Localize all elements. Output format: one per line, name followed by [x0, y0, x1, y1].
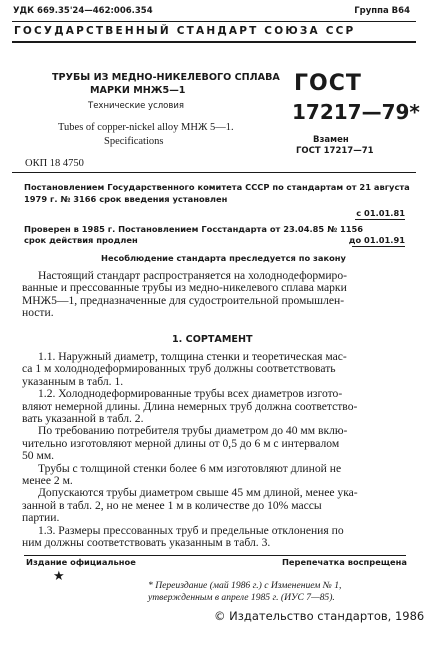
reprint-prohibited: Перепечатка воспрещена [281, 557, 407, 567]
body-line: менее 2 м. [22, 474, 73, 488]
intro-line: Настоящий стандарт распространяется на холоднодеформиро- [38, 269, 347, 282]
header-rule-bottom [12, 41, 416, 43]
document-subtitle: Технические условия [88, 101, 185, 111]
document-title-line1: ТРУБЫ ИЗ МЕДНО-НИКЕЛЕВОГО СПЛАВА [52, 72, 280, 83]
body-line: По требованию потребителя трубы диаметром до 40 мм вклю- [38, 424, 348, 438]
intro-line: МНЖ5—1, предназначенные для судостроительной промышлен- [22, 293, 345, 307]
decree-effective-date: с 01.01.81 [356, 208, 405, 218]
body-line: 50 мм. [22, 449, 55, 463]
body-line: Допускаются трубы диаметром свыше 45 мм длиной, менее ука- [38, 486, 358, 500]
publisher-copyright: © Издательство стандартов, 1986 [214, 609, 425, 623]
udk-code: УДК 669.35'24—462:006.354 [13, 6, 153, 16]
decree-extended-date: до 01.01.91 [348, 235, 405, 245]
english-title-line2: Specifications [104, 136, 164, 147]
replaces-value: ГОСТ 17217—71 [296, 146, 374, 156]
body-line: занной в табл. 2, но не менее 1 м в количестве до 10% массы [22, 498, 322, 512]
star-icon: ★ [53, 568, 65, 583]
gost-number: 17217—79* [292, 100, 420, 124]
reissue-note-line2: утвержденным в апреле 1985 г. (ИУС 7—85). [148, 592, 335, 603]
footer-rule [24, 555, 406, 556]
state-standard-banner: ГОСУДАРСТВЕННЫЙ СТАНДАРТ СОЮЗА ССР [14, 25, 356, 37]
reissue-note-line1: * Переиздание (май 1986 г.) с Изменением № 1, [148, 580, 342, 591]
body-line: ним должны соответствовать указанным в табл. 3. [22, 536, 271, 550]
decree-line2: 1979 г. № 3166 срок введения установлен [24, 194, 228, 204]
body-line: са 1 м холоднодеформированных труб должны соответствовать [22, 362, 336, 376]
section-title: 1. СОРТАМЕНТ [172, 334, 253, 345]
intro-paragraph [22, 270, 406, 320]
decree-line4: срок действия продлен [24, 235, 138, 245]
decree-date1-underline [355, 219, 405, 220]
document-title-line2: МАРКИ МНЖ5—1 [90, 85, 186, 96]
body-line: 1.1. Наружный диаметр, толщина стенки и теоретическая мас- [38, 350, 347, 363]
gost-label: ГОСТ [294, 71, 362, 96]
body-line: вляют немерной длины. Длина немерных труб должна соответство- [22, 399, 358, 413]
intro-line: ности. [22, 306, 54, 320]
english-title-line1: Tubes of copper-nickel alloy МНЖ 5—1. [58, 122, 234, 133]
body-line: Трубы с толщиной стенки более 6 мм изготовляют длиной не [38, 461, 342, 475]
okp-code: ОКП 18 4750 [25, 158, 84, 169]
section-body [22, 351, 406, 550]
decree-line1: Постановлением Государственного комитета СССР по стандартам от 21 августа [24, 182, 410, 192]
body-line: чительно изготовляют мерной длины от 0,5 до 6 м с интервалом [22, 436, 340, 450]
body-line: указанным в табл. 1. [22, 374, 124, 388]
group-code: Группа В64 [354, 6, 410, 16]
decree-rule [12, 172, 416, 173]
official-edition: Издание официальное [26, 557, 136, 567]
body-line: партии. [22, 511, 60, 525]
decree-line3: Проверен в 1985 г. Постановлением Госстандарта от 23.04.85 № 1156 [24, 224, 364, 234]
replaces-label: Взамен [313, 135, 349, 145]
intro-line: ванные и прессованные трубы из медно-никелевого сплава марки [22, 281, 347, 295]
body-line: 1.2. Холоднодеформированные трубы всех диаметров изгото- [38, 387, 343, 401]
law-warning: Несоблюдение стандарта преследуется по закону [101, 253, 346, 263]
header-rule-top [12, 21, 416, 22]
body-line: вать указанной в табл. 2. [22, 412, 144, 426]
decree-date2-underline [352, 246, 405, 247]
body-line: 1.3. Размеры прессованных труб и предельные отклонения по [38, 523, 344, 537]
